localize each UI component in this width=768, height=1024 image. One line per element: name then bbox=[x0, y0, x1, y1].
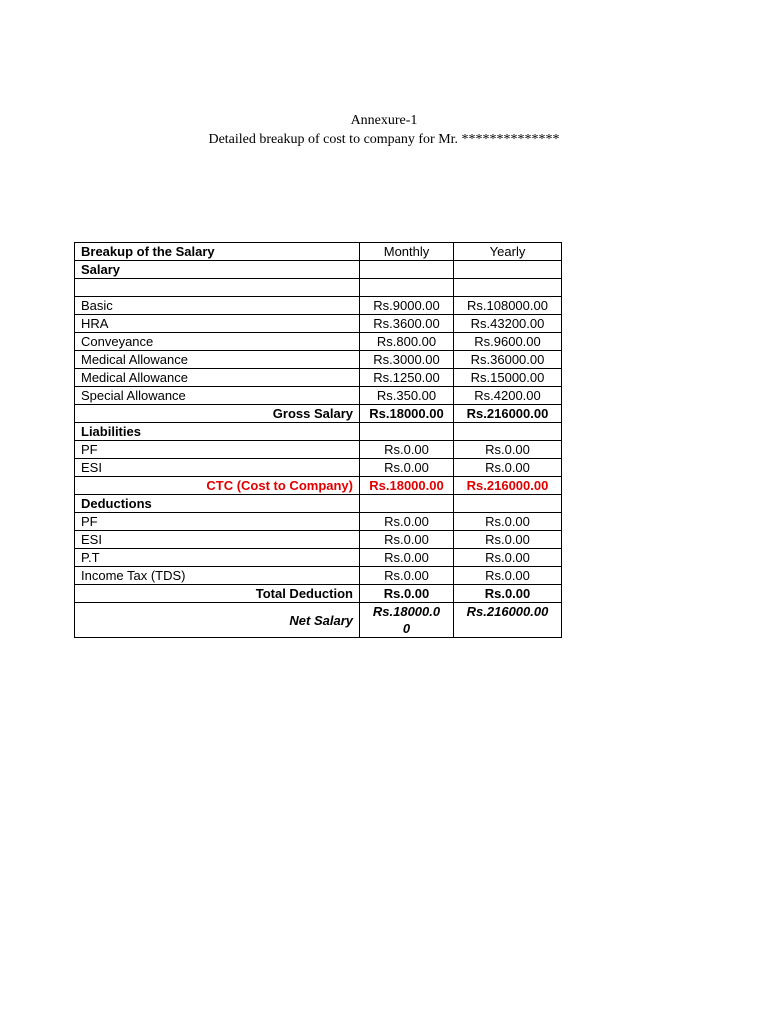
row-yearly: Rs.0.00 bbox=[454, 459, 562, 477]
total-deduction-row bbox=[75, 585, 562, 603]
ctc-monthly: Rs.18000.00 bbox=[360, 477, 454, 495]
salary-breakup-table bbox=[74, 242, 562, 638]
row-yearly: Rs.9600.00 bbox=[454, 333, 562, 351]
table-header-row bbox=[75, 243, 562, 261]
ctc-row bbox=[75, 477, 562, 495]
blank-row bbox=[75, 279, 562, 297]
document-heading bbox=[0, 111, 768, 149]
ctc-label: CTC (Cost to Company) bbox=[75, 477, 360, 495]
table-row bbox=[75, 297, 562, 315]
row-yearly: Rs.0.00 bbox=[454, 549, 562, 567]
row-yearly: Rs.15000.00 bbox=[454, 369, 562, 387]
row-monthly: Rs.0.00 bbox=[360, 513, 454, 531]
total-deduction-yearly: Rs.0.00 bbox=[454, 585, 562, 603]
row-label: PF bbox=[75, 513, 360, 531]
ctc-yearly: Rs.216000.00 bbox=[454, 477, 562, 495]
row-monthly: Rs.0.00 bbox=[360, 549, 454, 567]
annexure-title: Annexure-1 bbox=[350, 113, 418, 128]
row-label: ESI bbox=[75, 459, 360, 477]
row-label: Medical Allowance bbox=[75, 369, 360, 387]
row-label: P.T bbox=[75, 549, 360, 567]
row-label: ESI bbox=[75, 531, 360, 549]
row-monthly: Rs.0.00 bbox=[360, 459, 454, 477]
row-yearly: Rs.0.00 bbox=[454, 441, 562, 459]
net-salary-row bbox=[75, 603, 562, 638]
row-yearly: Rs.4200.00 bbox=[454, 387, 562, 405]
gross-salary-row bbox=[75, 405, 562, 423]
table-row bbox=[75, 549, 562, 567]
row-label: Basic bbox=[75, 297, 360, 315]
row-monthly: Rs.0.00 bbox=[360, 567, 454, 585]
row-label: Income Tax (TDS) bbox=[75, 567, 360, 585]
document-subtitle: Detailed breakup of cost to company for Mr. ************** bbox=[208, 132, 560, 147]
row-yearly: Rs.0.00 bbox=[454, 531, 562, 549]
row-monthly: Rs.0.00 bbox=[360, 531, 454, 549]
section-row-salary bbox=[75, 261, 562, 279]
gross-salary-label: Gross Salary bbox=[75, 405, 360, 423]
row-monthly: Rs.3600.00 bbox=[360, 315, 454, 333]
row-monthly: Rs.3000.00 bbox=[360, 351, 454, 369]
row-monthly: Rs.1250.00 bbox=[360, 369, 454, 387]
row-monthly: Rs.9000.00 bbox=[360, 297, 454, 315]
total-deduction-monthly: Rs.0.00 bbox=[360, 585, 454, 603]
row-label: HRA bbox=[75, 315, 360, 333]
header-yearly: Yearly bbox=[454, 243, 562, 261]
header-monthly: Monthly bbox=[360, 243, 454, 261]
total-deduction-label: Total Deduction bbox=[75, 585, 360, 603]
row-monthly: Rs.350.00 bbox=[360, 387, 454, 405]
table-row bbox=[75, 459, 562, 477]
table-row bbox=[75, 315, 562, 333]
row-yearly: Rs.0.00 bbox=[454, 513, 562, 531]
net-salary-yearly: Rs.216000.00 bbox=[454, 603, 562, 638]
table-row bbox=[75, 333, 562, 351]
section-row-liabilities bbox=[75, 423, 562, 441]
table-row bbox=[75, 513, 562, 531]
gross-salary-yearly: Rs.216000.00 bbox=[454, 405, 562, 423]
row-yearly: Rs.43200.00 bbox=[454, 315, 562, 333]
section-label: Liabilities bbox=[75, 423, 360, 441]
section-label: Deductions bbox=[75, 495, 360, 513]
table-row bbox=[75, 387, 562, 405]
row-label: Medical Allowance bbox=[75, 351, 360, 369]
header-label: Breakup of the Salary bbox=[75, 243, 360, 261]
section-row-deductions bbox=[75, 495, 562, 513]
row-yearly: Rs.108000.00 bbox=[454, 297, 562, 315]
gross-salary-monthly: Rs.18000.00 bbox=[360, 405, 454, 423]
net-salary-monthly: Rs.18000.0 0 bbox=[360, 603, 454, 638]
row-yearly: Rs.0.00 bbox=[454, 567, 562, 585]
net-salary-label: Net Salary bbox=[75, 603, 360, 638]
row-label: PF bbox=[75, 441, 360, 459]
section-label: Salary bbox=[75, 261, 360, 279]
table-row bbox=[75, 441, 562, 459]
row-label: Conveyance bbox=[75, 333, 360, 351]
row-monthly: Rs.0.00 bbox=[360, 441, 454, 459]
row-monthly: Rs.800.00 bbox=[360, 333, 454, 351]
table-row bbox=[75, 567, 562, 585]
row-label: Special Allowance bbox=[75, 387, 360, 405]
table-row bbox=[75, 351, 562, 369]
row-yearly: Rs.36000.00 bbox=[454, 351, 562, 369]
table-row bbox=[75, 369, 562, 387]
table-row bbox=[75, 531, 562, 549]
